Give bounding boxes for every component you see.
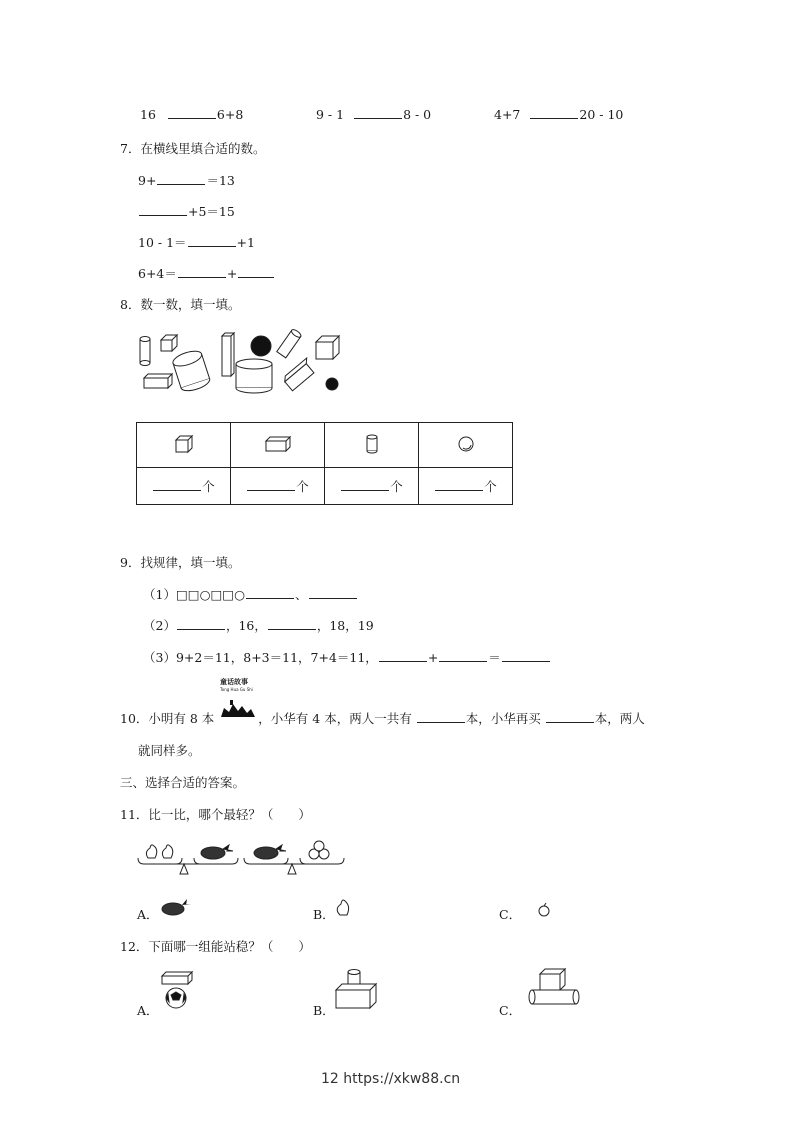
answer-blank[interactable] [439,649,487,662]
answer-blank[interactable] [238,265,274,278]
q9-line-3 [143,648,551,666]
compare-left: 4+7 [494,107,521,122]
pineapple-icon [254,845,286,859]
answer-blank[interactable] [246,586,294,599]
answer-blank[interactable] [530,106,578,119]
pineapple-icon [160,895,192,917]
q9-label: （3） [143,650,176,665]
book-title: 童话故事 [220,678,248,686]
count-table [136,422,513,505]
sequence-text: ，16， [225,618,267,633]
cube-icon [161,335,177,351]
answer-cell [419,468,513,505]
compare-item-2 [316,106,431,122]
answer-blank[interactable] [247,478,295,491]
apple-icon [536,902,552,918]
answer-blank[interactable] [268,617,316,630]
q10-text: 10．小明有 8 本 [120,711,215,726]
pear-icon [146,845,156,858]
answer-blank[interactable] [341,478,389,491]
answer-blank[interactable] [379,649,427,662]
option-label: B． [313,907,335,922]
unit-label: 个 [296,479,309,494]
answer-blank[interactable] [502,649,550,662]
page-number: 12 [321,1071,339,1087]
compare-item-1 [140,106,243,122]
answer-blank[interactable] [188,234,236,247]
cylinder-cell [325,423,419,468]
q7-text: 6+4＝ [138,266,177,281]
cylinder-icon [277,328,302,358]
q8-title: 8．数一数，填一填。 [120,297,241,312]
answer-cell [325,468,419,505]
cylinder-icon [364,433,380,455]
compare-right: 6+8 [216,107,244,122]
compare-right: 8 - 0 [403,107,432,122]
cube-on-cylinder-icon [526,968,582,1012]
unit-label: 个 [484,479,497,494]
q10-text: ，小华有 4 本，两人一共有 [258,711,412,726]
sphere-icon [326,378,338,390]
q10-text: 本，两人 [594,711,645,726]
cylinder-icon [236,359,272,393]
q7-line-4 [138,264,275,282]
section-title: 三、选择合适的答案。 [120,775,246,790]
option-label: A． [137,907,159,922]
book-image [220,678,253,694]
q11-option-a[interactable] [137,905,159,923]
cuboid-icon [222,333,234,376]
q7-text: + [226,266,238,281]
separator: 、 [295,587,308,602]
q7-text: 10 - 1＝ [138,235,187,250]
cylinder-icon [140,337,150,366]
q9-line-2 [143,616,374,634]
cuboid-icon [282,358,317,391]
q7-text: +5＝15 [188,204,235,219]
sequence-text: ，18，19 [316,618,374,633]
q9-label: （1） [143,587,176,602]
q9-line-1 [143,585,358,603]
q9-label: （2） [143,618,176,633]
answer-cell [231,468,325,505]
q12-title: 12．下面哪一组能站稳？（ ） [120,939,311,954]
q12-option-b[interactable] [313,1001,335,1019]
answer-blank[interactable] [157,172,205,185]
cube-cell [137,423,231,468]
answer-blank[interactable] [354,106,402,119]
answer-blank[interactable] [309,586,357,599]
cuboid-cell [231,423,325,468]
answer-cell [137,468,231,505]
cylinder-icon [171,348,211,393]
q11-title: 11．比一比，哪个最轻？（ ） [120,807,311,822]
q7-text: 9+ [138,173,157,188]
apple-icon [309,841,329,859]
cuboid-icon [144,374,172,388]
cube-icon [316,336,339,359]
option-label: A． [137,1003,159,1018]
answer-blank[interactable] [178,265,226,278]
balance-illustration [136,836,346,878]
option-label: C． [499,907,522,922]
unit-label: 个 [202,479,215,494]
cuboid-icon [264,435,292,453]
answer-blank[interactable] [435,478,483,491]
option-label: C． [499,1003,522,1018]
q9-title: 9．找规律，填一填。 [120,555,241,570]
q10-line-2: 就同样多。 [138,743,201,758]
equals-sign: ＝ [488,650,501,665]
q10-text: 本，小华再买 [465,711,541,726]
q7-line-3 [138,233,255,251]
compare-left: 9 - 1 [316,107,345,122]
option-label: B． [313,1003,335,1018]
q7-title: 7．在横线里填合适的数。 [120,141,266,156]
q11-option-b[interactable] [313,905,335,923]
sphere-icon [251,336,271,356]
answer-blank[interactable] [177,617,225,630]
book-subtitle: Tong Hua Gu Shi [220,687,253,692]
q7-line-2 [138,202,235,220]
answer-blank[interactable] [139,203,187,216]
cylinder-on-cuboid-icon [334,968,380,1012]
sphere-icon [456,434,476,454]
compare-item-3 [494,106,623,122]
compare-right: 20 - 10 [579,107,624,122]
answer-blank[interactable] [417,710,465,723]
sphere-cell [419,423,513,468]
pattern-text: □□○□□○ [175,587,246,602]
q7-line-1 [138,171,235,189]
q11-option-c[interactable] [499,905,521,923]
q10-line-1 [120,709,645,727]
answer-blank[interactable] [168,106,216,119]
solids-illustration [136,326,346,401]
q7-text: ＝13 [206,173,235,188]
equation-text: 9+2＝11，8+3＝11，7+4＝11， [175,650,378,665]
pear-icon [162,845,172,858]
q12-option-c[interactable] [499,1001,521,1019]
pineapple-icon [201,845,233,859]
cube-icon [174,435,194,453]
compare-left: 16 [140,107,156,122]
q7-text: +1 [236,235,255,250]
q12-option-a[interactable] [137,1001,159,1019]
cuboid-on-ball-icon [158,970,194,1012]
footer-url[interactable]: https://xkw88.cn [343,1071,461,1087]
answer-blank[interactable] [153,478,201,491]
answer-blank[interactable] [546,710,594,723]
unit-label: 个 [390,479,403,494]
pear-icon [334,895,350,917]
page-footer [321,1071,460,1087]
plus-sign: + [427,650,439,665]
